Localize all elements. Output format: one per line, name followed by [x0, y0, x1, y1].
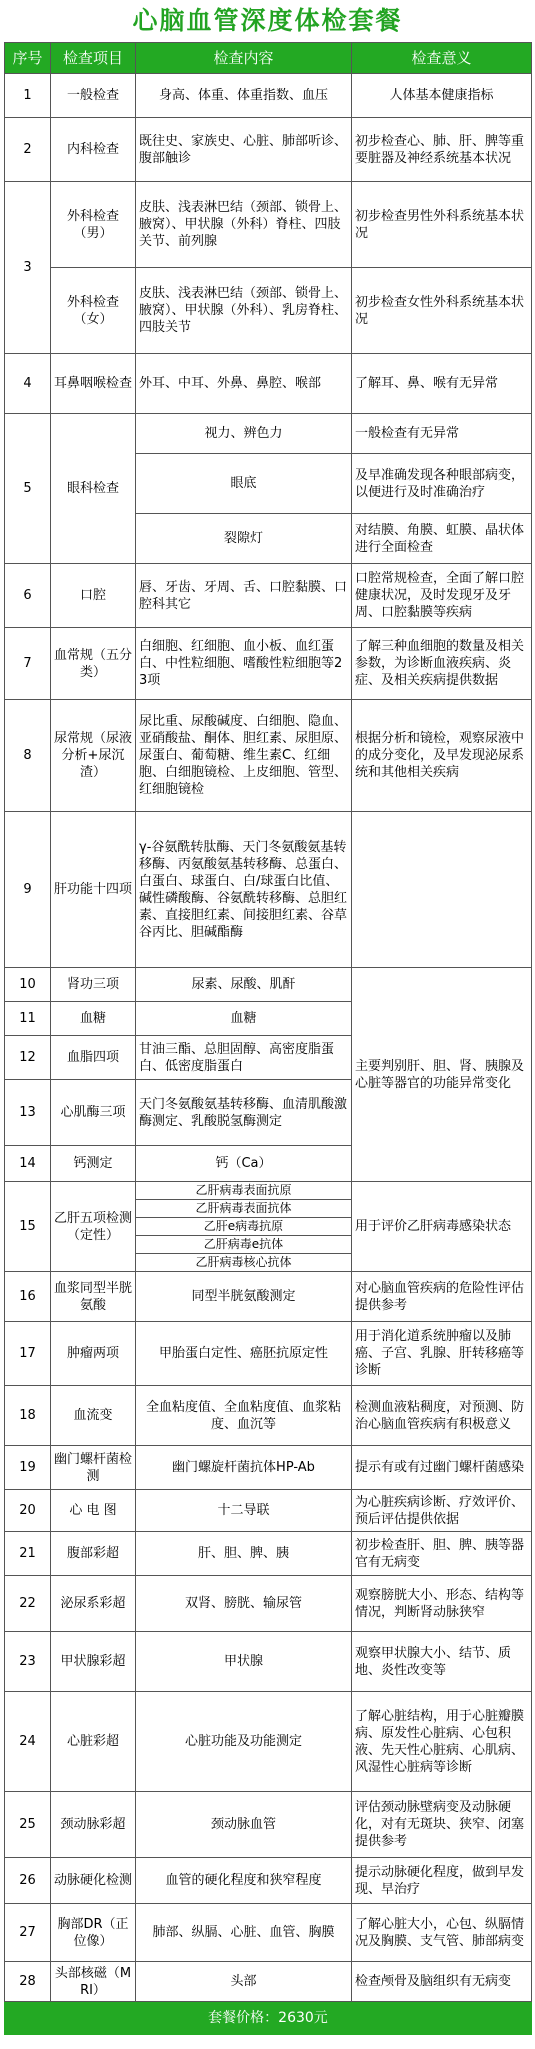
row-meaning: 提示动脉硬化程度，做到早发现、早治疗 — [352, 1858, 532, 1904]
list-item: 乙肝病毒e抗体 — [136, 1236, 351, 1254]
row-content: 幽门螺旋杆菌抗体HP-Ab — [136, 1446, 352, 1490]
row-meaning — [352, 812, 532, 968]
row-content: 肺部、纵膈、心脏、血管、胸膜 — [136, 1904, 352, 1962]
table-row — [5, 628, 532, 700]
row-item: 血常规（五分类） — [51, 628, 136, 700]
row-meaning: 一般检查有无异常 — [352, 414, 532, 454]
row-item: 胸部DR（正位像） — [51, 1904, 136, 1962]
row-item: 尿常规（尿液分析+尿沉渣） — [51, 700, 136, 812]
row-no: 21 — [5, 1532, 51, 1576]
row-item: 头部核磁（MRI） — [51, 1962, 136, 2002]
page-title: 心脑血管深度体检套餐 — [132, 6, 403, 35]
row-no: 1 — [5, 74, 51, 118]
row-meaning: 及早准确发现各种眼部病变，以便进行及时准确治疗 — [352, 454, 532, 514]
table-row — [5, 968, 532, 1002]
row-no: 26 — [5, 1858, 51, 1904]
row-item: 心 电 图 — [51, 1490, 136, 1532]
price-footer-row — [5, 2002, 532, 2035]
row-item: 外科检查（女） — [51, 268, 136, 354]
table-row — [5, 354, 532, 414]
row-meaning: 了解耳、鼻、喉有无异常 — [352, 354, 532, 414]
row-meaning: 初步检查心、肺、肝、脾等重要脏器及神经系统基本状况 — [352, 118, 532, 182]
row-content: 双肾、膀胱、输尿管 — [136, 1576, 352, 1632]
row-item: 颈动脉彩超 — [51, 1792, 136, 1858]
row-content: 甲状腺 — [136, 1632, 352, 1692]
row-no: 5 — [5, 414, 51, 564]
row-content: 外耳、中耳、外鼻、鼻腔、喉部 — [136, 354, 352, 414]
row-no: 6 — [5, 564, 51, 628]
row-meaning: 观察膀胱大小、形态、结构等情况，判断肾动脉狭窄 — [352, 1576, 532, 1632]
table-row — [5, 812, 532, 968]
row-content: 既往史、家族史、心脏、肺部听诊、腹部触诊 — [136, 118, 352, 182]
row-meaning: 对结膜、角膜、虹膜、晶状体进行全面检查 — [352, 514, 532, 564]
row-content: 血管的硬化程度和狭窄程度 — [136, 1858, 352, 1904]
row-no: 4 — [5, 354, 51, 414]
row-content: 身高、体重、体重指数、血压 — [136, 74, 352, 118]
row-content: 心脏功能及功能测定 — [136, 1692, 352, 1792]
table-row — [5, 1490, 532, 1532]
row-no: 19 — [5, 1446, 51, 1490]
row-no: 23 — [5, 1632, 51, 1692]
row-no: 8 — [5, 700, 51, 812]
row-meaning: 为心脏疾病诊断、疗效评价、预后评估提供依据 — [352, 1490, 532, 1532]
row-item: 内科检查 — [51, 118, 136, 182]
row-meaning: 初步检查女性外科系统基本状况 — [352, 268, 532, 354]
row-item: 心脏彩超 — [51, 1692, 136, 1792]
list-item: 乙肝病毒核心抗体 — [195, 1255, 292, 1269]
row-content: 头部 — [136, 1962, 352, 2002]
row-item: 外科检查（男） — [51, 182, 136, 268]
table-row — [5, 1446, 532, 1490]
row-no: 20 — [5, 1490, 51, 1532]
row-meaning: 根据分析和镜检，观察尿液中的成分变化，及早发现泌尿系统和其他相关疾病 — [352, 700, 532, 812]
list-item: 乙肝病毒表面抗原 — [136, 1182, 351, 1200]
row-no: 28 — [5, 1962, 51, 2002]
row-item: 一般检查 — [51, 74, 136, 118]
row-content: 尿比重、尿酸碱度、白细胞、隐血、亚硝酸盐、酮体、胆红素、尿胆原、尿蛋白、葡萄糖、维生素C、红细胞、白细胞镜检、上皮细胞、管型、红细胞镜检 — [136, 700, 352, 812]
row-content: 裂隙灯 — [136, 514, 352, 564]
row-no: 10 — [5, 968, 51, 1002]
row-item: 心肌酶三项 — [51, 1080, 136, 1146]
table-row — [5, 1904, 532, 1962]
header-meaning: 检查意义 — [352, 43, 532, 74]
row-content: 白细胞、红细胞、血小板、血红蛋白、中性粒细胞、嗜酸性粒细胞等23项 — [136, 628, 352, 700]
row-meaning: 初步检查肝、胆、脾、胰等器官有无病变 — [352, 1532, 532, 1576]
table-row — [5, 1272, 532, 1322]
row-meaning: 对心脑血管疾病的危险性评估提供参考 — [352, 1272, 532, 1322]
row-no: 25 — [5, 1792, 51, 1858]
row-item: 乙肝五项检测（定性） — [51, 1182, 136, 1272]
table-row — [5, 1532, 532, 1576]
row-content: 视力、辨色力 — [136, 414, 352, 454]
row-meaning: 观察甲状腺大小、结节、质地、炎性改变等 — [352, 1632, 532, 1692]
row-content: 全血粘度值、全血粘度值、血浆粘度、血沉等 — [136, 1386, 352, 1446]
row-content: 血糖 — [136, 1002, 352, 1036]
row-item: 钙测定 — [51, 1146, 136, 1182]
table-row — [5, 564, 532, 628]
row-item: 动脉硬化检测 — [51, 1858, 136, 1904]
list-item: 乙肝病毒表面抗体 — [136, 1200, 351, 1218]
table-row — [5, 118, 532, 182]
row-meaning: 口腔常规检查，全面了解口腔健康状况，及时发现牙及牙周、口腔黏膜等疾病 — [352, 564, 532, 628]
row-item: 肾功三项 — [51, 968, 136, 1002]
row-no: 16 — [5, 1272, 51, 1322]
header-content: 检查内容 — [136, 43, 352, 74]
row-content: 皮肤、浅表淋巴结（颈部、锁骨上、腋窝）、甲状腺（外科）、乳房脊柱、四肢关节 — [136, 268, 352, 354]
table-row — [5, 74, 532, 118]
table-row — [5, 1182, 532, 1272]
row-item: 血糖 — [51, 1002, 136, 1036]
row-no: 17 — [5, 1322, 51, 1386]
row-content: 眼底 — [136, 454, 352, 514]
row-item: 耳鼻咽喉检查 — [51, 354, 136, 414]
row-no: 14 — [5, 1146, 51, 1182]
package-price: 套餐价格：2630元 — [5, 2002, 532, 2035]
header-item: 检查项目 — [51, 43, 136, 74]
table-row — [5, 1792, 532, 1858]
row-content: 十二导联 — [136, 1490, 352, 1532]
row-no: 3 — [5, 182, 51, 354]
row-meaning: 评估颈动脉壁病变及动脉硬化，对有无斑块、狭窄、闭塞提供参考 — [352, 1792, 532, 1858]
list-item: 乙肝e病毒抗原 — [136, 1218, 351, 1236]
row-meaning: 了解心脏大小，心包、纵膈情况及胸膜、支气管、肺部病变 — [352, 1904, 532, 1962]
header-no: 序号 — [5, 43, 51, 74]
table-row — [5, 1632, 532, 1692]
table-header-row — [5, 43, 532, 74]
row-item: 肿瘤两项 — [51, 1322, 136, 1386]
row-content: 天门冬氨酸氨基转移酶、血清肌酸激酶测定、乳酸脱氢酶测定 — [136, 1080, 352, 1146]
row-content-list — [136, 1182, 352, 1272]
row-no: 11 — [5, 1002, 51, 1036]
row-item: 泌尿系彩超 — [51, 1576, 136, 1632]
row-meaning: 提示有或有过幽门螺杆菌感染 — [352, 1446, 532, 1490]
table-row — [5, 1386, 532, 1446]
row-content: 颈动脉血管 — [136, 1792, 352, 1858]
checkup-table — [4, 42, 532, 2035]
row-content: γ-谷氨酰转肽酶、天门冬氨酸氨基转移酶、丙氨酸氨基转移酶、总蛋白、白蛋白、球蛋白、白/球蛋白比值、碱性磷酸酶、谷氨酰转移酶、总胆红素、直接胆红素、间接胆红素、谷草谷丙比、胆碱酯酶 — [136, 812, 352, 968]
row-no: 27 — [5, 1904, 51, 1962]
row-meaning: 人体基本健康指标 — [352, 74, 532, 118]
row-content: 皮肤、浅表淋巴结（颈部、锁骨上、腋窝）、甲状腺（外科）脊柱、四肢关节、前列腺 — [136, 182, 352, 268]
row-item: 幽门螺杆菌检测 — [51, 1446, 136, 1490]
row-meaning: 了解三种血细胞的数量及相关参数，为诊断血液疾病、炎症、及相关疾病提供数据 — [352, 628, 532, 700]
row-meaning: 主要判别肝、胆、肾、胰腺及心脏等器官的功能异常变化 — [352, 968, 532, 1182]
row-no: 7 — [5, 628, 51, 700]
row-no: 9 — [5, 812, 51, 968]
row-content: 唇、牙齿、牙周、舌、口腔黏膜、口腔科其它 — [136, 564, 352, 628]
row-item: 肝功能十四项 — [51, 812, 136, 968]
row-no: 24 — [5, 1692, 51, 1792]
row-content: 甘油三酯、总胆固醇、高密度脂蛋白、低密度脂蛋白 — [136, 1036, 352, 1080]
row-item: 眼科检查 — [51, 414, 136, 564]
row-no: 2 — [5, 118, 51, 182]
table-row — [5, 1858, 532, 1904]
row-content: 尿素、尿酸、肌酐 — [136, 968, 352, 1002]
row-no: 13 — [5, 1080, 51, 1146]
row-content: 同型半胱氨酸测定 — [136, 1272, 352, 1322]
row-meaning: 了解心脏结构，用于心脏瓣膜病、原发性心脏病、心包积液、先天性心脏病、心肌病、风湿性心脏病等诊断 — [352, 1692, 532, 1792]
row-meaning: 用于评价乙肝病毒感染状态 — [352, 1182, 532, 1272]
row-item: 口腔 — [51, 564, 136, 628]
row-meaning: 检测血液粘稠度，对预测、防治心脑血管疾病有积极意义 — [352, 1386, 532, 1446]
row-no: 15 — [5, 1182, 51, 1272]
row-content: 肝、胆、脾、胰 — [136, 1532, 352, 1576]
table-row — [5, 268, 532, 354]
row-no: 12 — [5, 1036, 51, 1080]
row-content: 甲胎蛋白定性、癌胚抗原定性 — [136, 1322, 352, 1386]
row-meaning: 初步检查男性外科系统基本状况 — [352, 182, 532, 268]
row-no: 18 — [5, 1386, 51, 1446]
row-item: 血流变 — [51, 1386, 136, 1446]
row-item: 腹部彩超 — [51, 1532, 136, 1576]
table-row — [5, 700, 532, 812]
row-meaning: 检查颅骨及脑组织有无病变 — [352, 1962, 532, 2002]
table-row — [5, 414, 532, 454]
table-row — [5, 1576, 532, 1632]
row-meaning: 用于消化道系统肿瘤以及肺癌、子宫、乳腺、肝转移癌等诊断 — [352, 1322, 532, 1386]
table-row — [5, 1962, 532, 2002]
row-content: 钙（Ca） — [136, 1146, 352, 1182]
table-row — [5, 1322, 532, 1386]
table-row — [5, 182, 532, 268]
row-no: 22 — [5, 1576, 51, 1632]
row-item: 血浆同型半胱氨酸 — [51, 1272, 136, 1322]
row-item: 血脂四项 — [51, 1036, 136, 1080]
row-item: 甲状腺彩超 — [51, 1632, 136, 1692]
table-row — [5, 1692, 532, 1792]
